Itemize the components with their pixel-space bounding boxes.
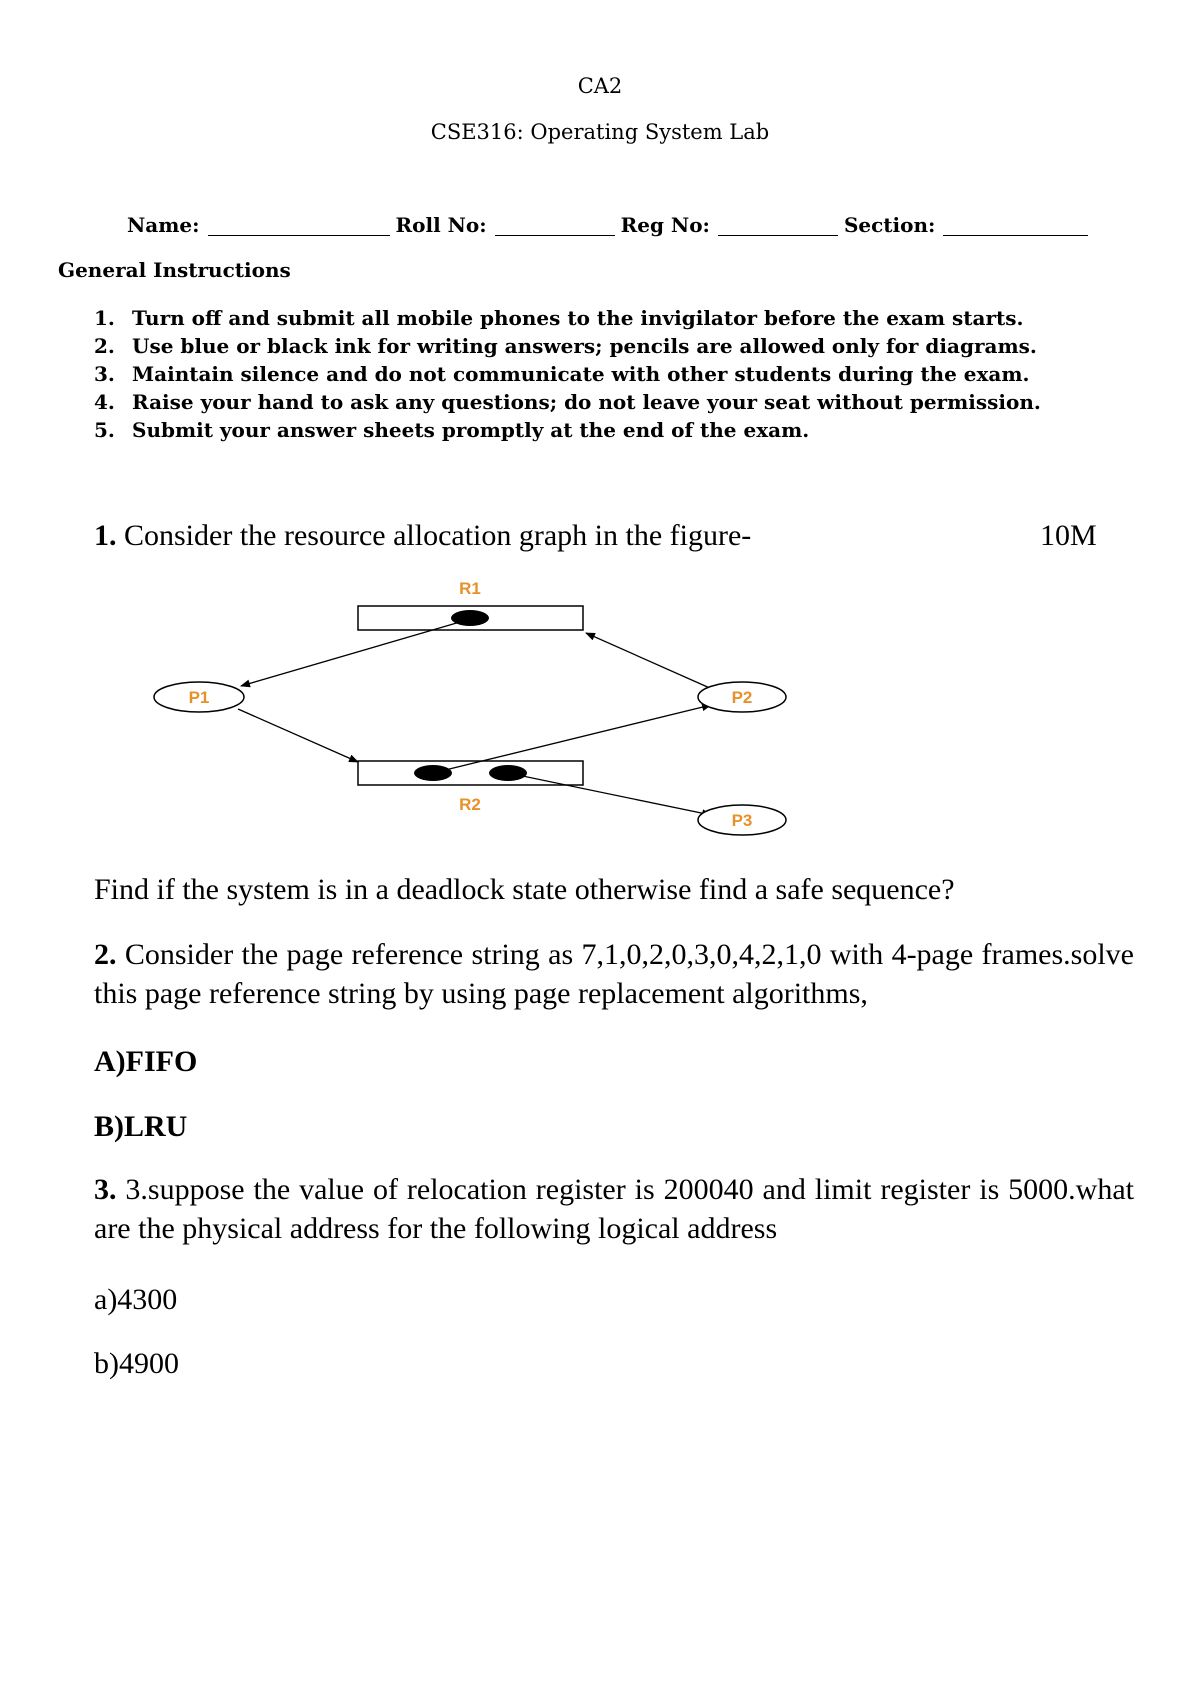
instruction-item: 5. Submit your answer sheets promptly at the end of the exam. [94, 418, 810, 442]
r1-label: R1 [459, 579, 481, 598]
question-2-text: Consider the page reference string as 7,1,0,2,0,3,0,4,2,1,0 with 4-page frames.solve this page reference string by using page replacement algorithms, [94, 938, 1134, 1010]
p3-label: P3 [731, 811, 753, 830]
question-2-option-b: B)LRU [94, 1110, 188, 1143]
instruction-item: 3. Maintain silence and do not communicate with other students during the exam. [94, 362, 1030, 386]
resource-allocation-graph [140, 570, 820, 845]
question-3-number: 3. [94, 1173, 117, 1206]
question-3-option-a: a)4300 [94, 1283, 178, 1316]
course-title: CSE316: Operating System Lab [430, 120, 770, 144]
roll-no-label: Roll No: [395, 213, 487, 237]
instruction-item: 4. Raise your hand to ask any questions; do not leave your seat without permission. [94, 390, 1041, 414]
question-1 [94, 516, 1134, 555]
edge-p1-to-r2 [238, 709, 358, 762]
r2-label: R2 [459, 795, 481, 814]
instruction-item: 2. Use blue or black ink for writing answers; pencils are allowed only for diagrams. [94, 334, 1037, 358]
section-label: Section: [843, 213, 936, 237]
p2-label: P2 [731, 688, 753, 707]
question-1-followup: Find if the system is in a deadlock state otherwise find a safe sequence? [94, 873, 955, 906]
question-2-option-a: A)FIFO [94, 1045, 198, 1078]
question-2-number: 2. [94, 938, 117, 971]
question-1-text: Consider the resource allocation graph in the figure- [116, 519, 752, 552]
student-info-fields [127, 213, 1087, 237]
name-field[interactable] [208, 215, 390, 236]
p1-label: P1 [188, 688, 210, 707]
edge-r2-to-p3 [508, 773, 711, 815]
reg-no-field[interactable] [718, 215, 838, 236]
question-3-option-b: b)4900 [94, 1347, 179, 1380]
question-1-number: 1. [94, 519, 117, 552]
exam-code: CA2 [577, 74, 623, 98]
instruction-item: 1. Turn off and submit all mobile phones to the invigilator before the exam starts. [94, 306, 1024, 330]
roll-no-field[interactable] [495, 215, 615, 236]
edge-p2-to-r1 [586, 633, 712, 689]
reg-no-label: Reg No: [620, 213, 710, 237]
edge-r1-to-p1 [241, 622, 460, 686]
question-1-marks: 10M [1040, 519, 1097, 552]
name-label: Name: [127, 213, 200, 237]
question-2 [94, 935, 1134, 1013]
instructions-heading: General Instructions [58, 258, 291, 282]
section-field[interactable] [943, 215, 1088, 236]
question-3-text: 3.suppose the value of relocation register is 200040 and limit register is 5000.what are the physical address for the following logical address [94, 1173, 1134, 1245]
question-3 [94, 1170, 1134, 1248]
